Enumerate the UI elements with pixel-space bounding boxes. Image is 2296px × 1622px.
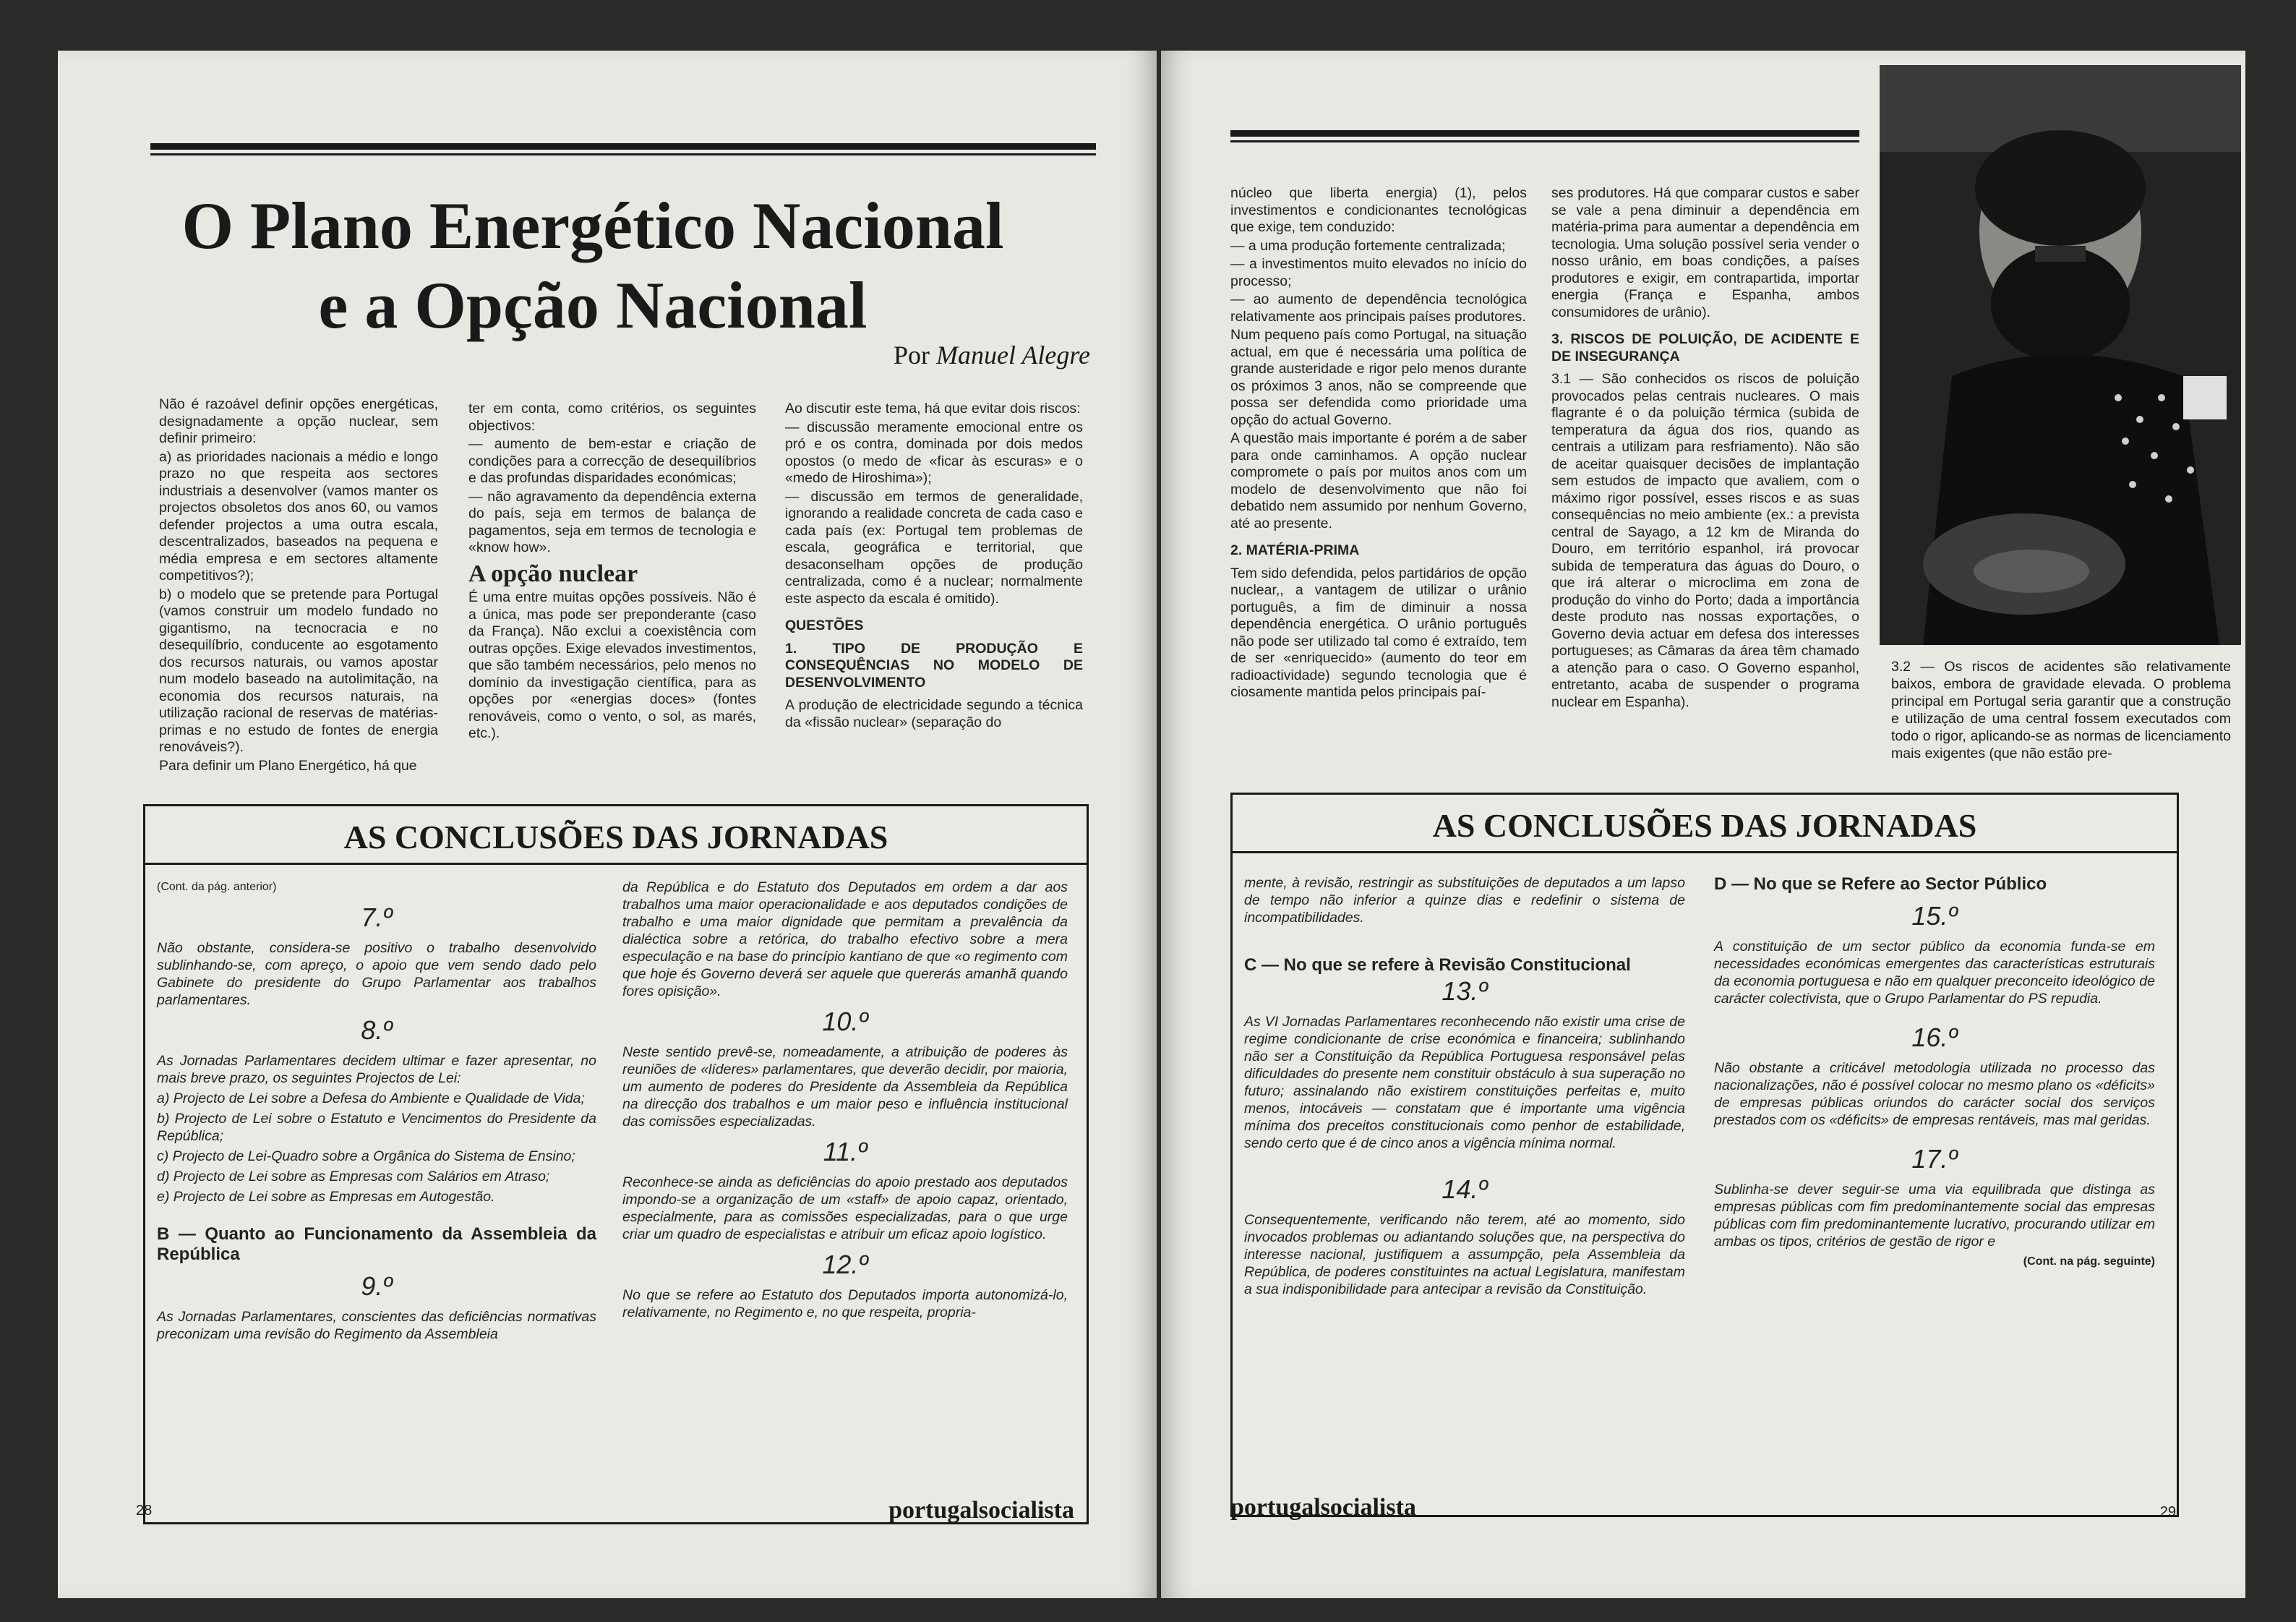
- article-column-4: [1230, 185, 1527, 703]
- paragraph: — discussão em termos de generalidade, ignorando a realidade concreta de cada caso e cada país (ex: Portugal tem problemas de escala, geográfica e territorial, que desaconselham opções de produção centralizada, como é a nuclear; normalmente este aspecto da escala é omitido).: [785, 488, 1083, 607]
- section-heading-c: C — No que se refere à Revisão Constitucional: [1244, 955, 1631, 975]
- item-text: As VI Jornadas Parlamentares reconhecendo não existir uma crise de regime condicionante de crise económica e financeira; sublinhando não ser a Constituição da República Portuguesa responsável pelas dificuldades do presente nem constituir obstáculo à sua superação no futuro; assinalando não existirem constituições perfeitas e, muito menos, intocáveis — constatam que é importante uma vigência mínima dos preceitos constitucionais como penhor de estabilidade, sendo certo que é de cinco anos a vigência mínima normal.: [1244, 1014, 1685, 1151]
- item-text: da República e do Estatuto dos Deputados em ordem a dar aos trabalhos uma maior operacionalidade e aos deputados condições de trabalho e uma maior dignidade que permitam a prevalência da dialéctica sobre a retórica, do trabalho efectivo sobre a mera especulação e na base do princípio kantiano de que «o regimento com que hoje és Governo deverá ser aquele que quererás amanhã quando fores opisição».: [622, 879, 1068, 999]
- box-column-2: [622, 879, 1068, 1324]
- conclusions-box-right: [1230, 793, 2179, 1517]
- item-number: 12.º: [822, 1250, 868, 1279]
- item-text: e) Projecto de Lei sobre as Empresas em Autogestão.: [157, 1189, 495, 1205]
- section-heading-raw-material: 2. MATÉRIA-PRIMA: [1230, 542, 1360, 558]
- item-number: 16.º: [1911, 1023, 1958, 1052]
- photo-portrait: [1880, 65, 2241, 645]
- paragraph: b) o modelo que se pretende para Portugal (vamos construir um modelo fundado no gigantismo, na tecnocracia e no desequilíbrio, conducente ao esgotamento dos recursos naturais, ou vamos apostar num modelo baseado na autolimitação, na economia dos recursos naturais, na utilização racional de reservas de matérias-primas e no estudo de fontes de energia renováveis?).: [159, 586, 438, 755]
- item-text: d) Projecto de Lei sobre as Empresas com Salários em Atraso;: [157, 1169, 550, 1185]
- publication-logo: portugalsocialista: [1230, 1494, 1416, 1521]
- item-text: Não obstante a criticável metodologia utilizada no processo das nacionalizações, não é possível colocar no mesmo plano os «déficits» de empresas públicas oriundos do carácter social dos serviços prestados com os «déficits» de empresas rentáveis, mas mal geridas.: [1714, 1060, 2155, 1128]
- portrait-photo-illustration: [1880, 65, 2241, 645]
- byline: [894, 340, 1090, 370]
- section-heading-risks: 3. RISCOS DE POLUIÇÃO, DE ACIDENTE E DE INSEGURANÇA: [1551, 331, 1859, 364]
- right-page: [1161, 51, 2245, 1598]
- header-rule-thick: [150, 143, 1096, 150]
- item-text: a) Projecto de Lei sobre a Defesa do Ambiente e Qualidade de Vida;: [157, 1090, 585, 1106]
- continued-note: (Cont. na pág. seguinte): [2023, 1255, 2155, 1268]
- photo-caption: 3.2 — Os riscos de acidentes são relativamente baixos, embora de gravidade elevada. O problema principal em Portugal seria garantir que a construção e utilização de uma central fossem executados com todo o rigor, aplicando-se as normas de licenciamento mais exigentes (que não estão pre-: [1891, 659, 2231, 761]
- paragraph: É uma entre muitas opções possíveis. Não é a única, mas pode ser preponderante (caso da França). Não exclui a coexistência com outras opções. Exige elevados investimentos, que são também necessários, pelo menos no domínio da investigação científica, para as opções por «energias doces» (fontes renováveis, como o vento, o sol, as marés, etc.).: [468, 589, 756, 741]
- item-text: b) Projecto de Lei sobre o Estatuto e Vencimentos do Presidente da República;: [157, 1111, 596, 1144]
- paragraph: — aumento de bem-estar e criação de condições para a correcção de desequilíbrios e das profundas disparidades económicas;: [468, 436, 756, 486]
- paragraph: ter em conta, como critérios, os seguintes objectivos:: [468, 401, 756, 434]
- paragraph: Ao discutir este tema, há que evitar dois riscos:: [785, 401, 1081, 417]
- box-column-3: [1244, 874, 1685, 1301]
- item-text: A constituição de um sector público da economia funda-se em necessidades económicas emergentes das características estruturais da economia portuguesa e não em qualquer preconceito ideológico de carácter colectivista, que o Grupo Parlamentar do PS repudia.: [1714, 939, 2155, 1007]
- box-column-1: [157, 879, 596, 1346]
- page-number: 28: [136, 1503, 153, 1519]
- item-text: As Jornadas Parlamentares decidem ultimar e fazer apresentar, no mais breve prazo, os seguintes Projectos de Lei:: [157, 1053, 596, 1086]
- item-text: mente, à revisão, restringir as substituições de deputados a um lapso de tempo não inferior a quinze dias e redefinir o sistema de incompatibilidades.: [1244, 875, 1685, 926]
- page-number: 29: [2159, 1504, 2176, 1520]
- paragraph: Tem sido defendida, pelos partidários de opção nuclear,, a vantagem de utilizar o urânio português, a fim de diminuir a nossa dependência energética. O urânio português não pode ser utilizado tal como é extraído, tem de ser «enriquecido» (aumento do teor em radioactividade) segundo tecnologia que é ciosamente mantida pelos principais paí-: [1230, 565, 1527, 700]
- box-title-rule: [145, 863, 1087, 865]
- section-heading-nuclear-option: A opção nuclear: [468, 560, 638, 587]
- paragraph: Num pequeno país como Portugal, na situação actual, em que é necessária uma política de grande austeridade e rigor pelo menos durante os próximos 3 anos, não se compreende que possa ser defendida como prioridade uma opção do actual Governo.: [1230, 327, 1527, 428]
- item-text: Sublinha-se dever seguir-se uma via equilibrada que distinga as empresas públicas com fim predominantemente social das empresas públicas com fim predominantemente lucrativo, procurando utilizar em ambas os tipos, critérios de gestão de rigor e: [1714, 1182, 2155, 1250]
- paragraph: — discussão meramente emocional entre os pró e os contra, dominada por dois medos opostos (o medo de «ficar às escuras» e o «medo de Hiroshima»);: [785, 419, 1083, 486]
- paragraph: — ao aumento de dependência tecnológica relativamente aos principais países produtores.: [1230, 291, 1527, 325]
- paragraph: A questão mais importante é porém a de saber para onde caminhamos. A opção nuclear compromete o país por muitos anos com um modelo de desenvolvimento que não foi debatido nem assumido por nenhum Governo, até ao presente.: [1230, 430, 1527, 532]
- item-text: Consequentemente, verificando não terem, até ao momento, sido invocados problemas ou adiantando soluções que, na perspectiva do interesse nacional, justifiquem a assumpção, pela Assembleia da República, de poderes constituintes na actual Legislatura, manifestam a sua indisponibilidade para antecipar a revisão da Constituição.: [1244, 1212, 1685, 1297]
- paragraph: Não é razoável definir opções energéticas, designadamente a opção nuclear, sem definir primeiro:: [159, 396, 438, 446]
- paragraph: ses produtores. Há que comparar custos e saber se vale a pena diminuir a dependência em matéria-prima para aumentar a dependência em tecnologia. Uma solução possível seria vender o nosso urânio, em boas condições, a países produtores e exigir, em contrapartida, importar energia (França e Espanha, ambos consumidores de urânio).: [1551, 185, 1859, 320]
- publication-logo: portugalsocialista: [888, 1497, 1074, 1524]
- item-number: 15.º: [1911, 901, 1958, 931]
- header-rule-thin: [150, 153, 1096, 155]
- item-text: No que se refere ao Estatuto dos Deputados importa autonomizá-lo, relativamente, no Regimento e, no que respeita, propria-: [622, 1287, 1068, 1320]
- paragraph: Para definir um Plano Energético, há que: [159, 757, 417, 774]
- item-number: 9.º: [361, 1271, 393, 1301]
- byline-prefix: Por: [894, 341, 930, 370]
- paragraph: — a uma produção fortemente centralizada;: [1230, 237, 1506, 254]
- article-title-line2: e a Opção Nacional: [318, 268, 868, 342]
- item-number: 11.º: [823, 1137, 868, 1166]
- conclusions-box-left: [143, 804, 1089, 1524]
- item-text: Reconhece-se ainda as deficiências do apoio prestado aos deputados impondo-se a organização de um «staff» de apoio capaz, orientado, especialmente, para as comissões especializadas, para o que urge criar um quadro de especialistas e atribuir um eficaz apoio logístico.: [622, 1174, 1068, 1242]
- item-number: 17.º: [1911, 1144, 1958, 1174]
- subsection-heading: 1. TIPO DE PRODUÇÃO E CONSEQUÊNCIAS NO MODELO DE DESENVOLVIMENTO: [785, 640, 1083, 691]
- section-heading-d: D — No que se Refere ao Sector Público: [1714, 874, 2047, 894]
- item-text: Neste sentido prevê-se, nomeadamente, a atribuição de poderes às reuniões de «líderes» parlamentares, que deverão decidir, por maioria, um aumento de poderes do Presidente da Assembleia da República na direcção dos trabalhos e um maior peso e influência institucional das comissões especializadas.: [622, 1044, 1068, 1130]
- item-number: 8.º: [361, 1015, 393, 1045]
- box-title: AS CONCLUSÕES DAS JORNADAS: [343, 819, 888, 855]
- continued-note: (Cont. da pág. anterior): [157, 881, 277, 893]
- item-number: 7.º: [361, 902, 393, 932]
- item-number: 14.º: [1442, 1174, 1488, 1204]
- article-column-1: [159, 396, 438, 776]
- paragraph: A produção de electricidade segundo a técnica da «fissão nuclear» (separação do: [785, 697, 1083, 730]
- byline-author: Manuel Alegre: [936, 341, 1090, 370]
- paragraph: a) as prioridades nacionais a médio e longo prazo no que respeita aos sectores industriais a desenvolver (vamos manter os projectos obsoletos dos anos 60, ou vamos defender projectos a uma outra escala, descentralizados, baseados na pequena e média empresa e em sectores altamente competitivos?);: [159, 448, 438, 584]
- article-column-3: [785, 401, 1083, 733]
- box-title-rule: [1233, 851, 2177, 853]
- item-text: As Jornadas Parlamentares, conscientes das deficiências normativas preconizam uma revisão do Regimento da Assembleia: [157, 1309, 596, 1342]
- item-number: 10.º: [822, 1007, 868, 1036]
- section-heading-b: B — Quanto ao Funcionamento da Assembleia da República: [157, 1224, 596, 1264]
- item-text: Não obstante, considera-se positivo o trabalho desenvolvido sublinhando-se, com apreço, o apoio que vem sendo dado pelo Gabinete do presidente do Grupo Parlamentar aos trabalhos parlamentares.: [157, 940, 596, 1008]
- box-column-4: [1714, 874, 2155, 1273]
- section-heading-questions: QUESTÕES: [785, 618, 864, 633]
- article-column-2: [468, 401, 756, 744]
- box-title: AS CONCLUSÕES DAS JORNADAS: [1432, 807, 1977, 844]
- paragraph: núcleo que liberta energia) (1), pelos investimentos e condicionantes tecnológicas que exige, tem conduzido:: [1230, 185, 1527, 235]
- article-column-5: [1551, 185, 1859, 712]
- header-rule-thick: [1230, 130, 1859, 137]
- paragraph: — não agravamento da dependência externa do país, seja em termos de balança de pagamentos, seja em termos de tecnologia e «know how».: [468, 488, 756, 555]
- item-text: c) Projecto de Lei-Quadro sobre a Orgânica do Sistema de Ensino;: [157, 1148, 575, 1164]
- article-title-line1: O Plano Energético Nacional: [181, 189, 1004, 262]
- left-page: [58, 51, 1157, 1598]
- paragraph: — a investimentos muito elevados no início do processo;: [1230, 256, 1527, 289]
- item-number: 13.º: [1442, 976, 1488, 1006]
- header-rule-thin: [1230, 140, 1859, 142]
- paragraph: 3.1 — São conhecidos os riscos de poluição provocados pelas centrais nucleares. O mais flagrante é o da poluição térmica (subida de temperatura da água dos rios, quando as centrais a utilizam para resfriamento). Não são de aceitar quaisquer decisões de implantação sem estudos de impacto que avaliem, com o máximo rigor possível, esses riscos e as suas consequências no meio ambiente (ex.: a prevista central de Sayago, a 12 km de Miranda do Douro, em território espanhol, irá provocar subida de temperatura das águas do Douro, o que irá alterar o microclima em zona de produção do vinho do Porto; dada a importância deste produto nas nossas exportações, o Governo devia actuar em defesa dos interesses portugueses; as Câmaras da área têm chamado a atenção para o caso. O Governo espanhol, entretanto, acaba de suspender o programa nuclear em Espanha).: [1551, 371, 1859, 710]
